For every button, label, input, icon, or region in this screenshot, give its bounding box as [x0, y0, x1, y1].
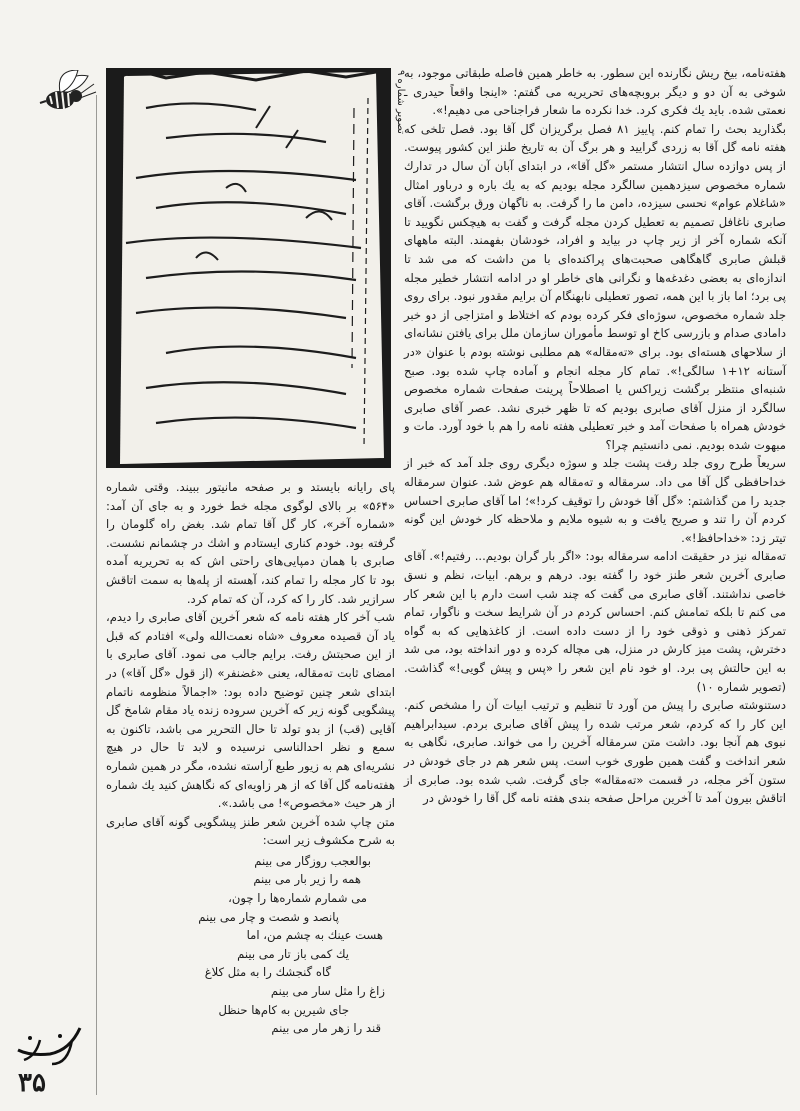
paragraph: بگذارید بحث را تمام كنم. پاییز ۸۱ فصل برگریزان گل آقا بود. فصل تلخی كه هفته نامه گل آقا به زردی گرایید و هر برگ آن به تاریخ طنز این كشور پیوست. از پس دوازده سال انتشار مستمر «گل آقا»، در ابتدای آبان آن سال در تدارك شماره مخصوص سیزدهمین سالگرد مجله بودیم كه به یك باره و درباور امثال «شاغلام عوام» نحسی سیزده، دامن ما را گرفت. به ناگهان ورق برگشت. آقای صابری ناغافل تصمیم به تعطیل كردن مجله گرفت و گفت به هیچكس نگویید تا آنكه شماره آخر از زیر چاپ در بیاید و افراد، خودشان بفهمند. البته ماههای قبلش صابری گاهگاهی صحبت‌های پراكنده‌ای با من داشت كه می شد تا اندازه‌ای به بعضی دغدغه‌ها و نگرانی های خاطر او در ادامه انتشار خطیر مجله پی برد؛ اما باز با این همه، تصور تعطیلی نابهنگام آن برایم مقدور نبود. برای روی جلد شماره مخصوص، سوژه‌ای فكر كرده بودم كه اختلاط و امتزاجی از دو خبر دامادی صدام و بازرسی كاخ او توسط مأموران سازمان ملل برای یافتن نشانه‌ای از سلاحهای هسته‌ای بود. برای «تەمقاله» هم مطلبی نوشته بودم با عنوان «در آستانه ۱۲+۱ سالگی!». تمام كار مجله انجام و آماده چاپ شده بود. صبح شنبه‌ای منتظر برگشت زیراكس یا اصطلاحاً پرینت صفحات شماره مخصوص سالگرد از منزل آقای صابری بودیم كه تا ظهر خبری نشد. عصر آقای صابری خودش همراه با صفحات آمد و خبر تعطیلی هفته نامه را هم با خود آورد. مات و مبهوت شده بودیم. نمی دانستیم چرا؟: [404, 121, 786, 452]
photo-caption: تصویر شماره ۹: [395, 70, 406, 134]
left-text-column: [106, 478, 395, 1038]
paragraph: متن چاپ شده آخرین شعر طنز پیشگویی گونه آقای صابری به شرح مكشوف زیر است:: [106, 814, 395, 848]
bee-icon: [38, 70, 98, 120]
paragraph: شب آخر كار هفته نامه كه شعر آخرین آقای صابری را دیدم، یاد آن قصیده معروف «شاه نعمت‌الله ولی» افتادم كه قبل از این صحبتش رفت. برایم جالب می نمود. آقای صابری با امضای ثابت تەمقاله، یعنی «غضنفر» (از قول «گل آقا») در ابتدای شعر چنین توضیح داده بود: «اجمالاً منظومه ناتمام پیشگویی گونه‌ زیر كه آخرین سروده زنده یاد مقام شامخ گل آقایی (قب) از بدو تولد تا حال التحریر می باشد، تاكنون به سمع و نظر احدالناسی نرسیده و لابد تا حال در هیچ نشریه‌ای هم به زیور طبع آراسته نشده، مگر در همین شماره هفته‌نامه گل آقا كه از هر زاویه‌ای كه نگاهش كنید یك شماره از هر حیث «مخصوص»! می باشد.».: [106, 610, 395, 811]
left-margin: [0, 0, 100, 1111]
poem-line: پانصد و شصت و چار می بینم: [198, 909, 339, 924]
poem-line: می شمارم شماره‌ها را چون،: [228, 891, 367, 906]
poem-line: جای شیرین به كام‌ها حنظل: [218, 1002, 349, 1017]
poem-line: یك كمی باز تار می بینم: [237, 946, 349, 961]
poem-line: بوالعجب روزگار می بینم: [254, 853, 371, 868]
paragraph: تەمقاله نیز در حقیقت ادامه سرمقاله بود: «اگر بار گران بودیم... رفتیم!». آقای صابری آخرین شعر طنز خود را گفته بود. درهم و برهم. ابیات، نظم و نسق خاصی نداشتند. آقای صابری می گفت كه چند شب است دارم با این شعر كار می كنم تا بلكه تمامش كنم. احساس كردم در آن شرایط سخت و ناگوار، تمام تمركز ذهنی و ذوقی خود را از دست داده است. از كاغذهایی كه به گواه دخترش، پشت میز كارش در منزل، هی مچاله كرده و دور انداخته بود، می شد به این حالتش پی برد. او خود نام این شعر را «پس و پیش گویی!» گذاشت. (تصویر شماره ۱۰): [404, 549, 786, 694]
margin-divider: [96, 95, 97, 1095]
poem-line: زاغ را مثل سار می بینم: [270, 984, 385, 999]
paragraph: هفته‌نامه، بیخ ریش نگارنده این سطور. به خاطر همین فاصله طبقاتی موجود، به شوخی به آن دو و دیگر بروبچه‌های تحریریه می گفتم: «اینجا واقعاً حیدری ـ نعمتی شده. باید یك فكری كرد. خدا نكرده ما شعار فراجناحی می دهیم!».: [404, 66, 786, 118]
kerman-logo: [10, 1020, 88, 1070]
paragraph: سریعاً طرح روی جلد رفت پشت جلد و سوژه دیگری روی جلد آمد كه خبر از خداحافظی گل آقا می داد. سرمقاله و تەمقاله هم عوض شد. عنوان سرمقاله جدید را من گذاشتم: «گل آقا خودش را توقیف كرد!»؛ اما آقای صابری احساس كردم آن را تند و صریح یافت و به شیوه ملایم و ملاحظه كار خودش این گونه تیتر زد: «خداحافظ!».: [404, 456, 786, 545]
poem-line: قند را زهر مار می بینم: [271, 1021, 381, 1036]
paragraph: دستنوشته صابری را پیش من آورد تا تنظیم و ترتیب ابیات آن را مشخص كنم. این كار را كه كردم، شعر مرتب شده را پیش آقای صابری بردم. سیدابراهیم نبوی هم آنجا بود. داشت متن سرمقاله آخرین را می خواند. صابری، نگاهی به شعر انداخت و گفت همین طوری خوب است. پس شعر هم در جای خودش در ستون آخر مجله، در قسمت «تەمقاله» جای گرفت. شب شده بود. صابری از اتاقش بیرون آمد تا آخرین مراحل صفحه بندی هفته نامه گل آقا را خودش در: [404, 698, 786, 806]
poem: [106, 852, 395, 1038]
page-number: ۳۵: [18, 1068, 46, 1098]
paragraph: پای رایانه بایستد و بر صفحه مانیتور ببیند. وقتی شماره «۵۶۴» بر بالای لوگوی مجله خط خورد و به جای آن آمد: «شماره آخر»، كار گل آقا تمام شد. بغض راه گلومان را گرفته بود. خودم كناری ایستادم و اشك در چشمانم نشست. صابری با همان دمپایی‌های راحتی اش كه به تحریریه آمده بود تا كار مجله را تمام كند، آهسته از پله‌ها به سمت اتاقش سرازیر شد. كار را كه كرد، آن كه تمام كرد.: [106, 480, 395, 606]
poem-line: گاه گنجشك را به مثل كلاغ: [204, 965, 331, 980]
poem-line: همه را زیر بار می بینم: [253, 872, 361, 887]
right-text-column: [404, 64, 786, 808]
poem-line: هست عینك به چشم من، اما: [246, 928, 383, 943]
handwritten-manuscript-photo: [106, 68, 391, 468]
